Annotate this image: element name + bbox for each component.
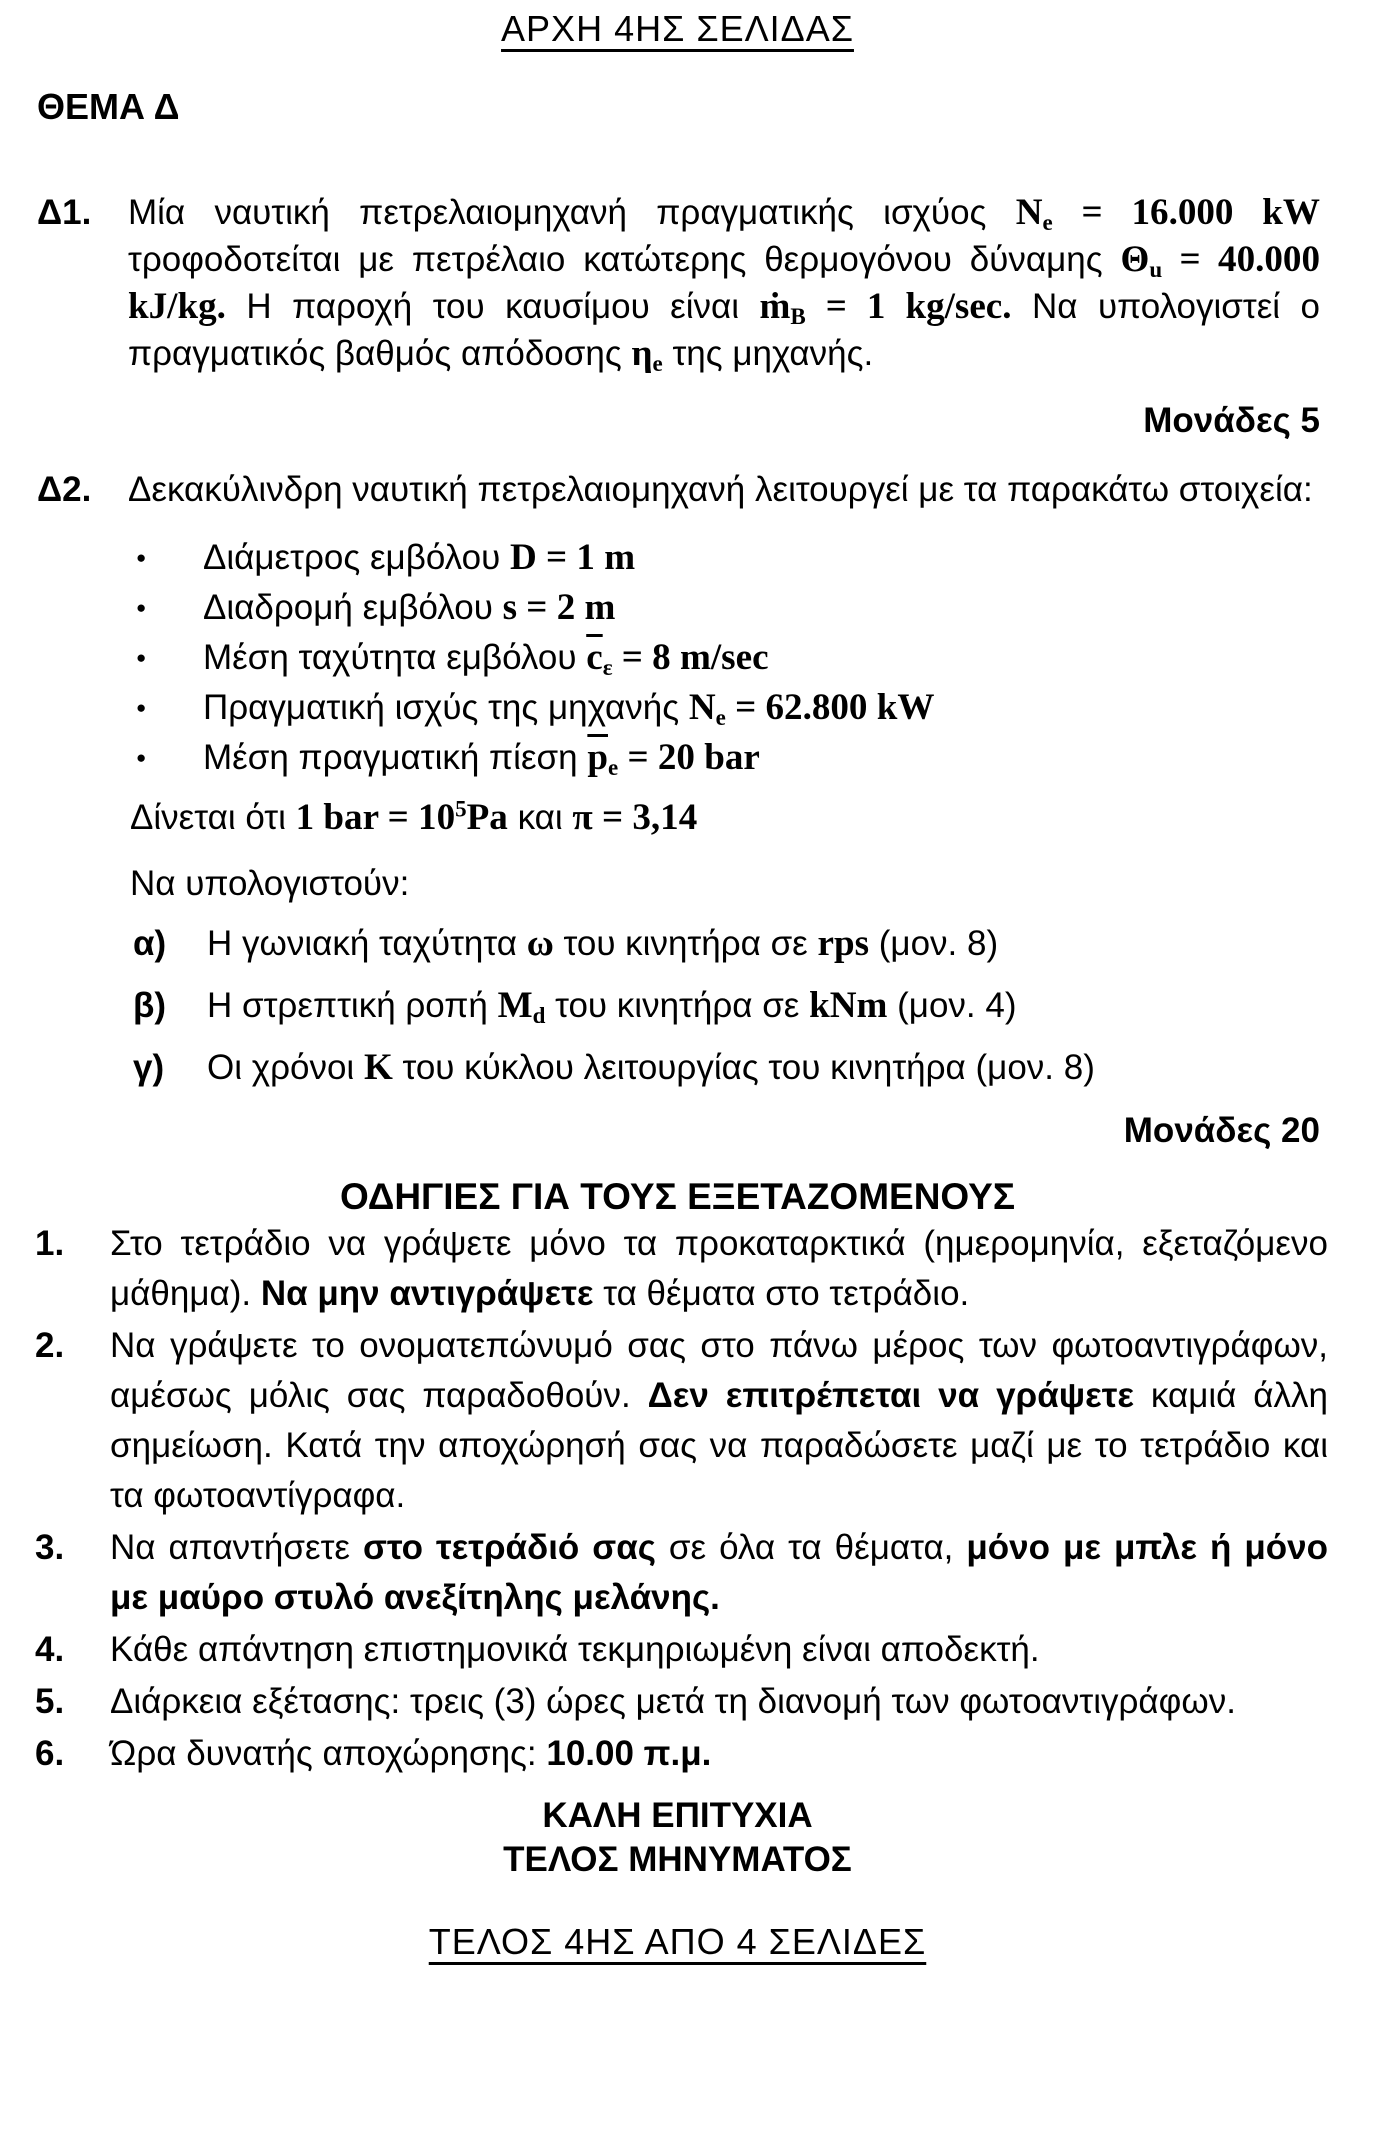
instruction-text: Ώρα δυνατής αποχώρησης: 10.00 π.μ. (110, 1734, 712, 1773)
sub-question-b-text: Η στρεπτική ροπή $M_d$ του κινητήρα σε kNm (μον. 4) (207, 985, 1017, 1028)
given-line: Δίνεται ότι 1 bar = $10^5Pa$ και π = 3,14 (130, 796, 698, 838)
sub-question-a-text: Η γωνιακή ταχύτητα ω του κινητήρα σε rps (μον. 8) (207, 923, 999, 964)
instruction-text: Να γράψετε το ονοματεπώνυμό σας στο πάνω μέρος των φωτοαντιγράφων, αμέσως μόλις σας παραδοθούν. Δεν επιτρέπεται να γράψετε καμιά άλλη σημείωση. Κατά την αποχώρησή σας να παραδώσετε μαζί με το τετράδιο και τα φωτοαντίγραφα. (110, 1326, 1328, 1515)
instruction-item-4 (35, 1625, 1328, 1675)
instruction-number: 2. (35, 1326, 65, 1365)
instruction-text: Στο τετράδιο να γράψετε μόνο τα προκαταρκτικά (ημερομηνία, εξεταζόμενο μάθημα). Να μην αντιγράψετε τα θέματα στο τετράδιο. (110, 1224, 1328, 1313)
list-item-diameter: ● Διάμετρος εμβόλου D = 1 m (128, 534, 1320, 581)
instruction-item-6 (35, 1729, 1328, 1779)
instruction-item-1 (35, 1219, 1328, 1319)
instruction-number: 4. (35, 1630, 65, 1669)
instruction-item-2 (35, 1321, 1328, 1521)
problem-d2-intro: Δεκακύλινδρη ναυτική πετρελαιομηχανή λειτουργεί με τα παρακάτω στοιχεία: (128, 470, 1313, 509)
page-footer (35, 1920, 1320, 1964)
instruction-number: 3. (35, 1528, 65, 1567)
sub-question-b (133, 982, 1320, 1029)
problem-d1 (0, 189, 1320, 377)
points-d2: Μονάδες 20 (1123, 1111, 1320, 1150)
sub-question-c (133, 1044, 1320, 1091)
list-item-power: ● Πραγματική ισχύς της μηχανής $N_e = 62.800$ kW (128, 684, 1320, 731)
instruction-text: Διάρκεια εξέτασης: τρεις (3) ώρες μετά τη διανομή των φωτοαντιγράφων. (110, 1682, 1236, 1721)
sub-question-c-text: Οι χρόνοι K του κύκλου λειτουργίας του κινητήρα (μον. 8) (207, 1047, 1095, 1088)
end-message-text: ΤΕΛΟΣ ΜΗΝΥΜΑΤΟΣ (503, 1840, 852, 1879)
sub-question-b-label: β) (133, 986, 167, 1025)
instruction-number: 5. (35, 1682, 65, 1721)
problem-d2 (0, 466, 1320, 513)
instruction-item-3 (35, 1523, 1328, 1623)
list-item-piston-speed: ● Μέση ταχύτητα εμβόλου $\overline{c}_\varepsilon = 8$ m/sec (128, 634, 1320, 681)
instructions-heading: ΟΔΗΓΙΕΣ ΓΙΑ ΤΟΥΣ ΕΞΕΤΑΖΟΜΕΝΟΥΣ (339, 1176, 1016, 1217)
problem-d1-label: Δ1. (37, 193, 92, 232)
instruction-text: Να απαντήσετε στο τετράδιό σας σε όλα τα θέματα, μόνο με μπλε ή μόνο με μαύρο στυλό ανεξίτηλης μελάνης. (110, 1528, 1328, 1617)
instruction-text: Κάθε απάντηση επιστημονικά τεκμηριωμένη είναι αποδεκτή. (110, 1630, 1040, 1669)
page-footer-text: ΤΕΛΟΣ 4ΗΣ ΑΠΟ 4 ΣΕΛΙΔΕΣ (428, 1921, 927, 1962)
sub-question-c-label: γ) (133, 1048, 165, 1087)
sub-question-a-label: α) (133, 924, 167, 963)
problem-d1-text: Μία ναυτική πετρελαιομηχανή πραγματικής ισχύος $N_e = 16.000$ kW τροφοδοτείται με πετρέλαιο κατώτερης θερμογόνου δύναμης $\Theta_u = 40.000$ kJ/kg. Η παροχή του καυσίμου είναι ṁ$_B$ = 1 kg/sec. Να υπολογιστεί ο πραγματικός βαθμός απόδοσης $\eta_e$ της μηχανής. (128, 192, 1320, 376)
points-d1: Μονάδες 5 (1143, 401, 1320, 440)
problem-d2-label: Δ2. (37, 470, 92, 509)
instruction-item-5 (35, 1677, 1328, 1727)
list-item-pressure: ● Μέση πραγματική πίεση $\overline{p}_e = 20$ bar (128, 734, 1320, 781)
page-header (35, 7, 1320, 51)
theme-title: ΘΕΜΑ Δ (37, 86, 180, 127)
calc-heading: Να υπολογιστούν: (130, 864, 410, 903)
engine-data-list (128, 534, 1320, 781)
list-item-stroke: ● Διαδρομή εμβόλου s = 2 m (128, 584, 1320, 631)
page-header-text: ΑΡΧΗ 4ΗΣ ΣΕΛΙΔΑΣ (501, 8, 854, 49)
instruction-number: 1. (35, 1224, 65, 1263)
instruction-number: 6. (35, 1734, 65, 1773)
sub-question-a (133, 920, 1320, 967)
good-luck-text: ΚΑΛΗ ΕΠΙΤΥΧΙΑ (542, 1796, 813, 1835)
